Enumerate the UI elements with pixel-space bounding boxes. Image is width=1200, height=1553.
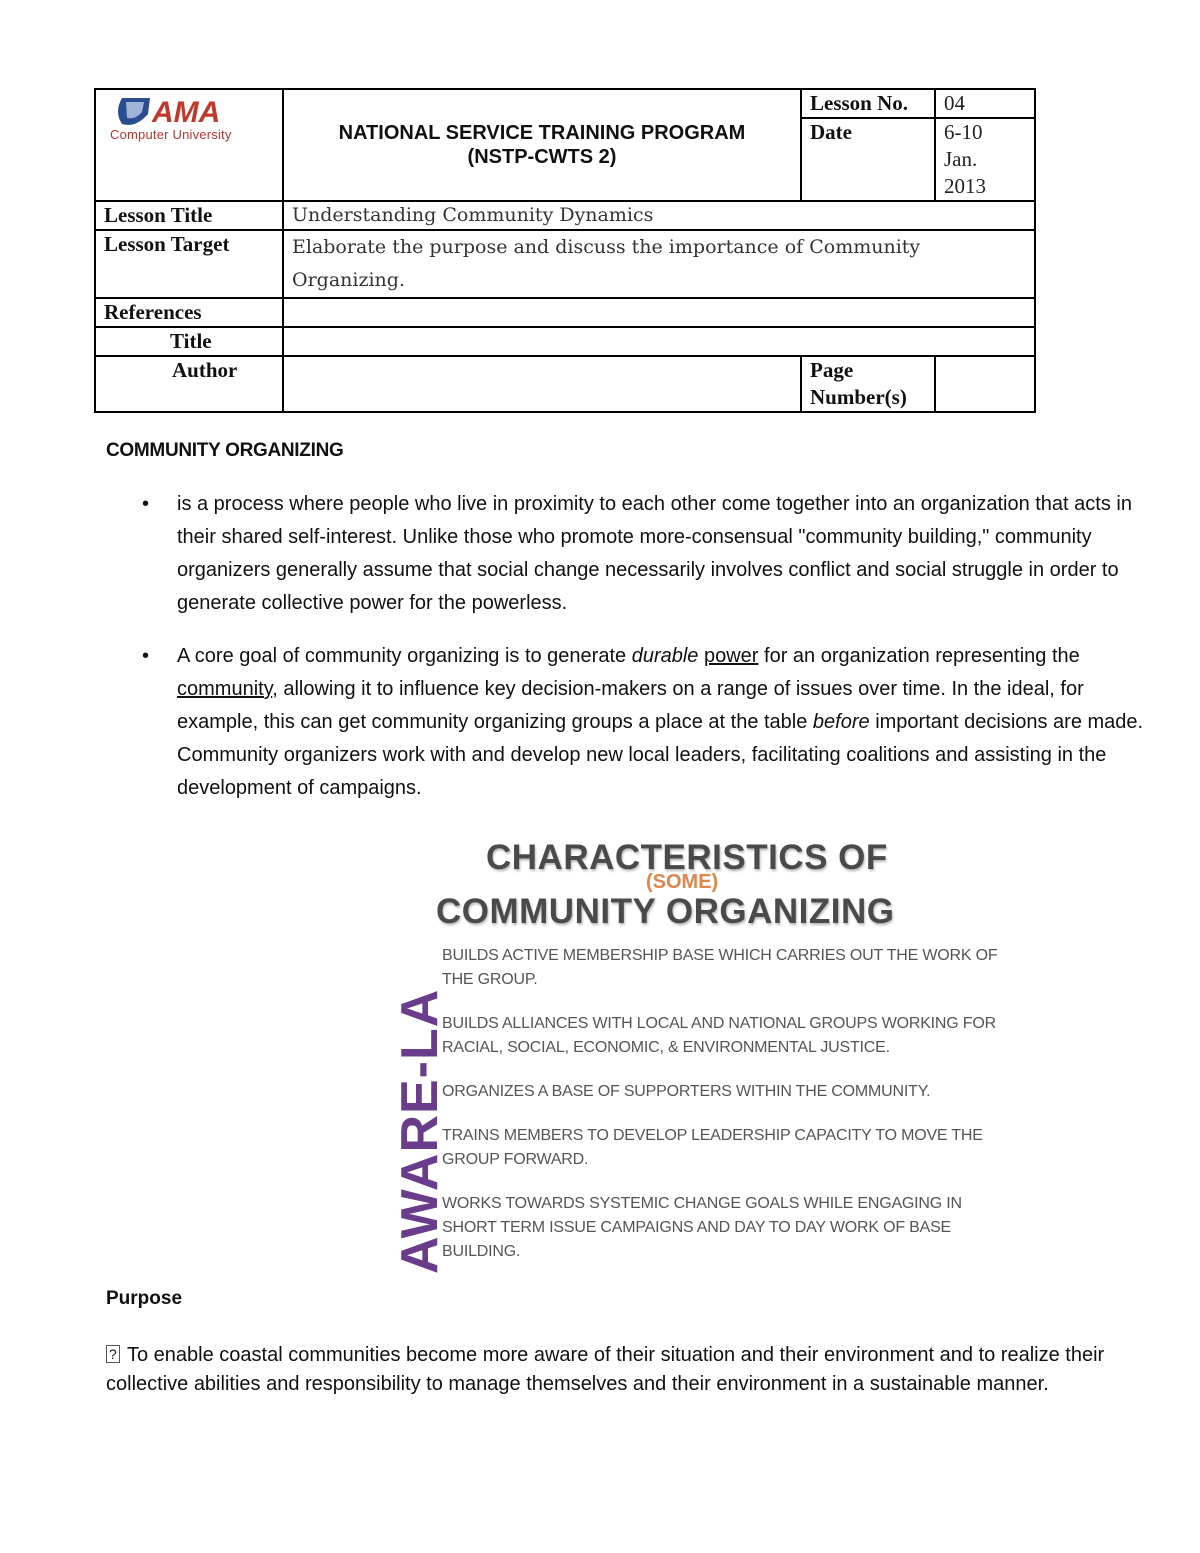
section-title: COMMUNITY ORGANIZING — [106, 440, 344, 461]
page-numbers-label-line-2: Number(s) — [810, 385, 907, 409]
title-value — [283, 327, 1035, 356]
page-numbers-value — [935, 356, 1035, 412]
lesson-target-value: Elaborate the purpose and discuss the importance of Community Organizing. — [283, 230, 1035, 298]
bullet-2-text-c: , allowing it to influence key decision-makers on a range of issues over time. In the ideal, for example, this can get community organizing groups a place at the table — [177, 678, 1084, 733]
lesson-title-label: Lesson Title — [95, 201, 283, 230]
program-title — [283, 89, 801, 201]
infographic-title-line-1: CHARACTERISTICS OF — [486, 838, 888, 877]
date-line-2: Jan. — [944, 147, 978, 171]
aware-la-side-label: AWARE-LA — [391, 988, 449, 1274]
lesson-no-label: Lesson No. — [801, 89, 935, 118]
lesson-title-value: Understanding Community Dynamics — [283, 201, 1035, 230]
definition-list — [106, 488, 1166, 825]
lesson-target-label: Lesson Target — [95, 230, 283, 298]
unknown-glyph-icon: ? — [106, 1345, 120, 1363]
references-label: References — [95, 298, 283, 327]
program-line-1: NATIONAL SERVICE TRAINING PROGRAM — [338, 122, 746, 144]
list-item: TRAINS MEMBERS TO DEVELOP LEADERSHIP CAPACITY TO MOVE THE GROUP FORWARD. — [442, 1127, 983, 1168]
author-value — [283, 356, 801, 412]
list-item — [106, 488, 1166, 620]
list-item — [106, 640, 1166, 805]
logo-brand-text: AMA — [152, 96, 221, 129]
date-label: Date — [801, 118, 935, 201]
bullet-2-text-a: A core goal of community organizing is to generate — [177, 645, 632, 667]
infographic-title-some: (SOME) — [646, 871, 719, 893]
bullet-icon: • — [142, 493, 150, 515]
list-item: BUILDS ALLIANCES WITH LOCAL AND NATIONAL GROUPS WORKING FOR RACIAL, SOCIAL, ECONOMIC, & ENVIRONMENTAL JUSTICE. — [442, 1015, 996, 1056]
list-item: ORGANIZES A BASE OF SUPPORTERS WITHIN THE COMMUNITY. — [442, 1083, 931, 1100]
bullet-2-before: before — [812, 711, 870, 733]
date-line-3: 2013 — [944, 174, 986, 198]
purpose-text: To enable coastal communities become more aware of their situation and their environment and to realize their collective abilities and responsibility to manage themselves and their environment in a sustainable manner. — [106, 1344, 1105, 1395]
list-item: BUILDS ACTIVE MEMBERSHIP BASE WHICH CARRIES OUT THE WORK OF THE GROUP. — [442, 947, 998, 988]
references-value — [283, 298, 1035, 327]
author-label: Author — [95, 356, 283, 412]
logo-subtitle: Computer University — [110, 127, 232, 142]
infographic-title-line-2: COMMUNITY ORGANIZING — [436, 892, 895, 931]
power-link[interactable]: power — [703, 645, 759, 667]
page-numbers-label — [801, 356, 935, 412]
lesson-no-value: 04 — [935, 89, 1035, 118]
bullet-1-text: is a process where people who live in proximity to each other come together into an organization that acts in their shared self-interest. Unlike those who promote more-consensual "community building," community organizers generally assume that social change necessarily involves conflict and social struggle in order to generate collective power for the powerless. — [177, 493, 1132, 614]
lesson-header-table — [94, 88, 1036, 413]
title-label: Title — [95, 327, 283, 356]
characteristics-infographic — [380, 830, 1020, 1290]
bullet-2-text-b: for an organization representing the — [758, 645, 1080, 667]
list-item: WORKS TOWARDS SYSTEMIC CHANGE GOALS WHILE ENGAGING IN SHORT TERM ISSUE CAMPAIGNS AND DAY TO DAY WORK OF BASE BUILDING. — [442, 1195, 962, 1260]
bullet-2-durable: durable — [631, 645, 699, 667]
bullet-2-text-d: important decisions are made. Community organizers work with and develop new local leaders, facilitating coalitions and assisting in the development of campaigns. — [177, 711, 1144, 799]
characteristics-list — [442, 944, 1012, 1284]
date-line-1: 6-10 — [944, 120, 983, 144]
logo-cell — [95, 89, 283, 201]
page-numbers-label-line-1: Page — [810, 358, 854, 382]
bullet-icon: • — [142, 645, 150, 667]
purpose-paragraph — [106, 1340, 1166, 1399]
program-line-2: (NSTP-CWTS 2) — [467, 146, 617, 168]
purpose-heading: Purpose — [106, 1288, 183, 1309]
community-link[interactable]: community — [177, 678, 273, 700]
date-value — [935, 118, 1035, 201]
